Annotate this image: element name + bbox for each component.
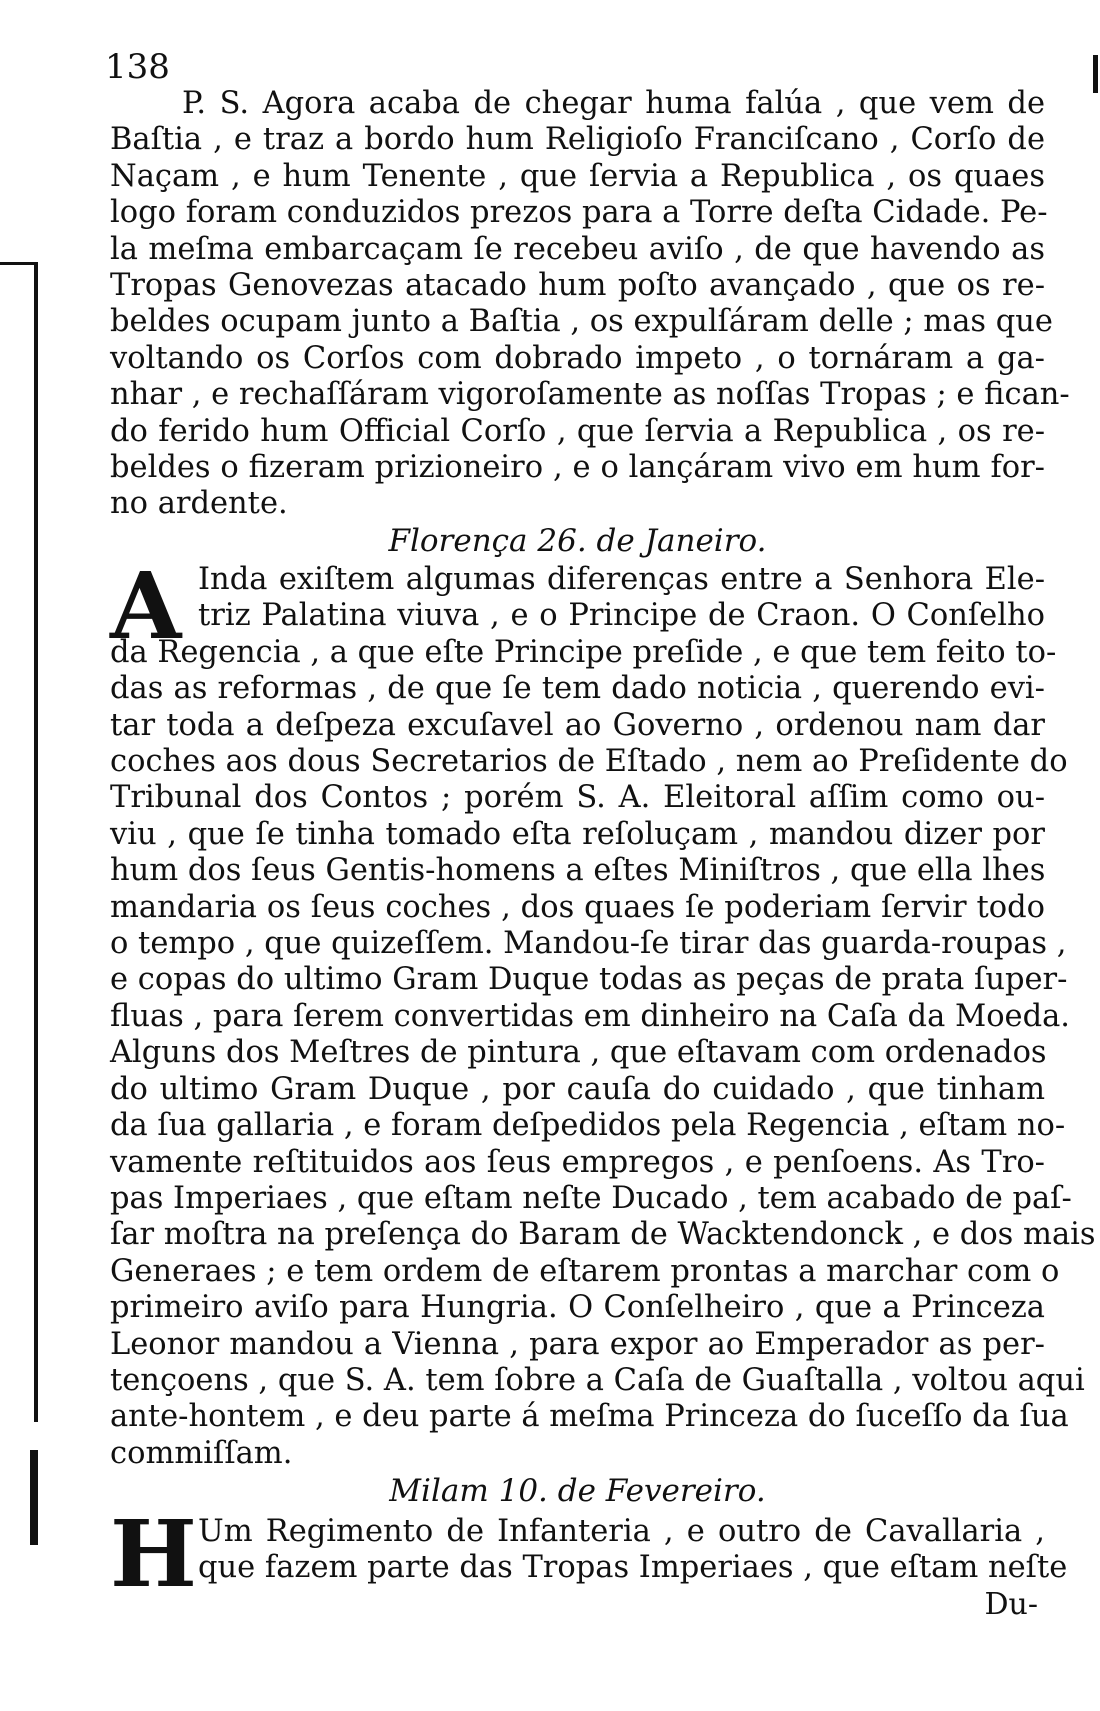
text-line: tençoens , que S. A. tem ſobre a Caſa de Guaſtalla , voltou aqui bbox=[110, 1362, 1085, 1398]
text-line: beldes ocupam junto a Baſtia , os expulſáram delle ; mas que bbox=[110, 304, 1053, 340]
text-line: Alguns dos Meſtres de pintura , que eſtavam com ordenados bbox=[110, 1035, 1047, 1071]
text-line: vamente reſtituidos aos ſeus empregos , e penſoens. As Tro- bbox=[110, 1144, 1045, 1180]
text-line: pas Imperiaes , que eſtam neſte Ducado , tem acabado de paſ- bbox=[110, 1180, 1072, 1216]
text-line: Leonor mandou a Vienna , para expor ao Emperador as per- bbox=[110, 1326, 1045, 1362]
text-line: da Regencia , a que eſte Principe preſide , e que tem feito to- bbox=[110, 634, 1057, 670]
text-line: triz Palatina viuva , e o Principe de Craon. O Conſelho bbox=[198, 598, 1045, 634]
left-margin-tick-top bbox=[0, 262, 36, 265]
milam-paragraph bbox=[110, 1514, 1068, 1587]
text-line: do ferido hum Official Corſo , que ſervia a Republica , os re- bbox=[110, 413, 1045, 449]
text-line: do ultimo Gram Duque , por cauſa do cuidado , que tinham bbox=[110, 1071, 1045, 1107]
florenca-paragraph bbox=[110, 552, 1096, 1472]
text-line: logo foram conduzidos prezos para a Torre deſta Cidade. Pe- bbox=[110, 195, 1048, 231]
text-line: tar toda a deſpeza excuſavel ao Governo , ordenou nam dar bbox=[110, 707, 1045, 743]
drop-cap-h: H bbox=[110, 1500, 197, 1608]
text-line: Generaes ; e tem ordem de eſtarem prontas a marchar com o bbox=[110, 1253, 1060, 1289]
text-line: primeiro aviſo para Hungria. O Conſelheiro , que a Princeza bbox=[110, 1290, 1045, 1326]
text-line: nhar , e rechaſſáram vigoroſamente as noſſas Tropas ; e fican- bbox=[110, 377, 1070, 413]
text-line: la meſma embarcaçam ſe recebeu aviſo , de que havendo as bbox=[110, 231, 1045, 267]
text-line: Tropas Genovezas atacado hum poſto avançado , que os re- bbox=[110, 268, 1045, 304]
text-line: P. S. Agora acaba de chegar huma falúa , que vem de bbox=[182, 86, 1045, 121]
text-line: Baſtia , e traz a bordo hum Religioſo Franciſcano , Corſo de bbox=[110, 122, 1045, 158]
page-number: 138 bbox=[105, 47, 170, 87]
text-line: das as reformas , de que ſe tem dado noticia , querendo evi- bbox=[110, 671, 1045, 707]
text-line: viu , que ſe tinha tomado eſta reſoluçam , mandou dizer por bbox=[110, 816, 1045, 852]
text-line: o tempo , que quizeſſem. Mandou-ſe tirar das guarda-roupas , bbox=[110, 926, 1067, 962]
text-line: ante-hontem , e deu parte á meſma Princeza do ſuceſſo da ſua bbox=[110, 1399, 1069, 1435]
ps-paragraph bbox=[110, 86, 1070, 523]
text-line: coches aos dous Secretarios de Eſtado , nem ao Preſidente do bbox=[110, 744, 1068, 780]
dateline-milam: Milam 10. de Fevereiro. bbox=[389, 1473, 766, 1509]
text-line: que fazem parte das Tropas Imperiaes , que eſtam neſte bbox=[198, 1550, 1068, 1586]
text-line: Tribunal dos Contos ; porém S. A. Eleitoral aſſim como ou- bbox=[110, 780, 1045, 816]
text-line: Um Regimento de Infanteria , e outro de Cavallaria , bbox=[198, 1514, 1045, 1549]
drop-cap-a: A bbox=[110, 552, 182, 660]
text-line: beldes o fizeram prizioneiro , e o lançáram vivo em hum for- bbox=[110, 450, 1045, 486]
text-line: hum dos ſeus Gentis-homens a eſtes Miniſtros , que ella lhes bbox=[110, 853, 1046, 889]
left-margin-rule bbox=[34, 262, 38, 1422]
text-line: Inda exiſtem algumas diferenças entre a Senhora Ele- bbox=[198, 562, 1045, 597]
right-edge-mark bbox=[1093, 55, 1098, 93]
text-line: e copas do ultimo Gram Duque todas as peças de prata ſuper- bbox=[110, 962, 1068, 998]
left-margin-tick-bottom bbox=[30, 1450, 38, 1545]
text-line: fluas , para ſerem convertidas em dinheiro na Caſa da Moeda. bbox=[110, 998, 1071, 1034]
dateline-florenca: Florença 26. de Janeiro. bbox=[388, 523, 767, 559]
catchword: Du- bbox=[984, 1587, 1038, 1622]
text-line: no ardente. bbox=[110, 486, 288, 522]
text-line: mandaria os ſeus coches , dos quaes ſe poderiam ſervir todo bbox=[110, 889, 1045, 925]
text-line: Naçam , e hum Tenente , que ſervia a Republica , os quaes bbox=[110, 158, 1045, 194]
text-line: ſar moſtra na preſença do Baram de Wacktendonck , e dos mais bbox=[110, 1217, 1096, 1253]
text-line: da ſua gallaria , e foram deſpedidos pela Regencia , eſtam no- bbox=[110, 1108, 1066, 1144]
text-line: voltando os Corſos com dobrado impeto , o tornáram a ga- bbox=[110, 340, 1045, 376]
text-line: commiſſam. bbox=[110, 1435, 293, 1471]
